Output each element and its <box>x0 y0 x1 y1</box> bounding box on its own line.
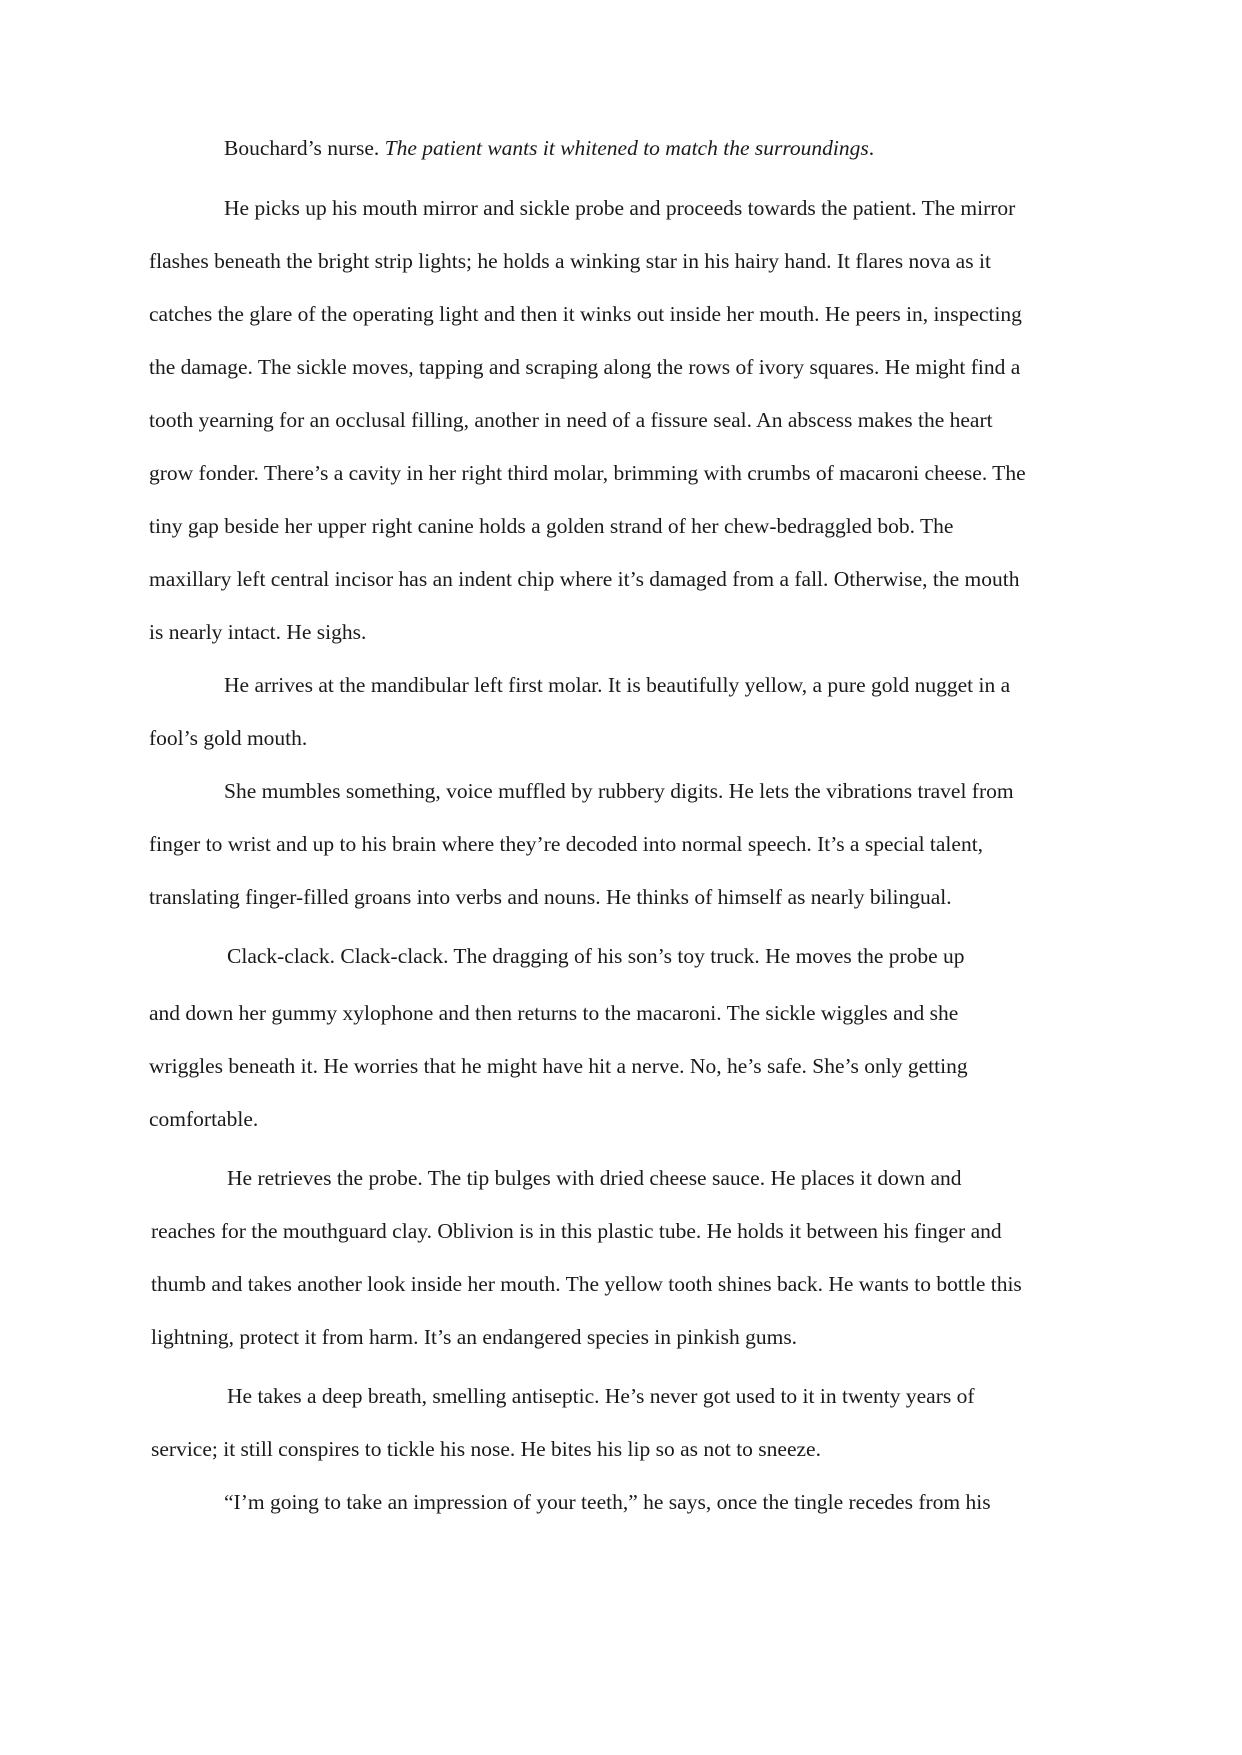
text-line: finger to wrist and up to his brain where they’re decoded into normal speech. It’s a special talent, <box>149 832 984 856</box>
text-line: translating finger-filled groans into verbs and nouns. He thinks of himself as nearly bilingual. <box>149 885 952 909</box>
text-line: Clack-clack. Clack-clack. The dragging of his son’s toy truck. He moves the probe up <box>227 944 965 968</box>
text-line: He picks up his mouth mirror and sickle probe and proceeds towards the patient. The mirror <box>224 196 1016 220</box>
text-line: wriggles beneath it. He worries that he might have hit a nerve. No, he’s safe. She’s only getting <box>149 1054 968 1078</box>
text-line: He takes a deep breath, smelling antiseptic. He’s never got used to it in twenty years of <box>227 1384 975 1408</box>
text-line: tiny gap beside her upper right canine holds a golden strand of her chew-bedraggled bob. The <box>149 514 954 538</box>
text-line <box>224 138 874 160</box>
text-line-part: . <box>868 136 875 160</box>
text-line: maxillary left central incisor has an indent chip where it’s damaged from a fall. Otherwise, the mouth <box>149 567 1020 591</box>
text-line: is nearly intact. He sighs. <box>149 620 367 644</box>
text-line: and down her gummy xylophone and then returns to the macaroni. The sickle wiggles and she <box>149 1001 959 1025</box>
text-line: grow fonder. There’s a cavity in her right third molar, brimming with crumbs of macaroni cheese. The <box>149 461 1026 485</box>
text-line: He retrieves the probe. The tip bulges with dried cheese sauce. He places it down and <box>227 1166 962 1190</box>
text-line: comfortable. <box>149 1107 259 1131</box>
text-line: reaches for the mouthguard clay. Oblivion is in this plastic tube. He holds it between his finger and <box>151 1219 1002 1243</box>
text-line: flashes beneath the bright strip lights; he holds a winking star in his hairy hand. It flares nova as it <box>149 249 991 273</box>
text-line: thumb and takes another look inside her mouth. The yellow tooth shines back. He wants to bottle this <box>151 1272 1022 1296</box>
text-line: She mumbles something, voice muffled by rubbery digits. He lets the vibrations travel from <box>224 779 1014 803</box>
text-line: tooth yearning for an occlusal filling, another in need of a fissure seal. An abscess makes the heart <box>149 408 993 432</box>
text-line-part: Bouchard’s nurse. <box>224 136 385 160</box>
italic-thought: The patient wants it whitened to match the surroundings <box>384 136 869 160</box>
text-line: service; it still conspires to tickle his nose. He bites his lip so as not to sneeze. <box>151 1437 821 1461</box>
text-line: fool’s gold mouth. <box>149 726 308 750</box>
text-line: lightning, protect it from harm. It’s an endangered species in pinkish gums. <box>151 1325 798 1349</box>
text-line: the damage. The sickle moves, tapping and scraping along the rows of ivory squares. He might find a <box>149 355 1021 379</box>
text-line: “I’m going to take an impression of your teeth,” he says, once the tingle recedes from his <box>224 1490 991 1514</box>
text-line: He arrives at the mandibular left first molar. It is beautifully yellow, a pure gold nugget in a <box>224 673 1011 697</box>
text-line: catches the glare of the operating light and then it winks out inside her mouth. He peers in, inspecting <box>149 302 1022 326</box>
